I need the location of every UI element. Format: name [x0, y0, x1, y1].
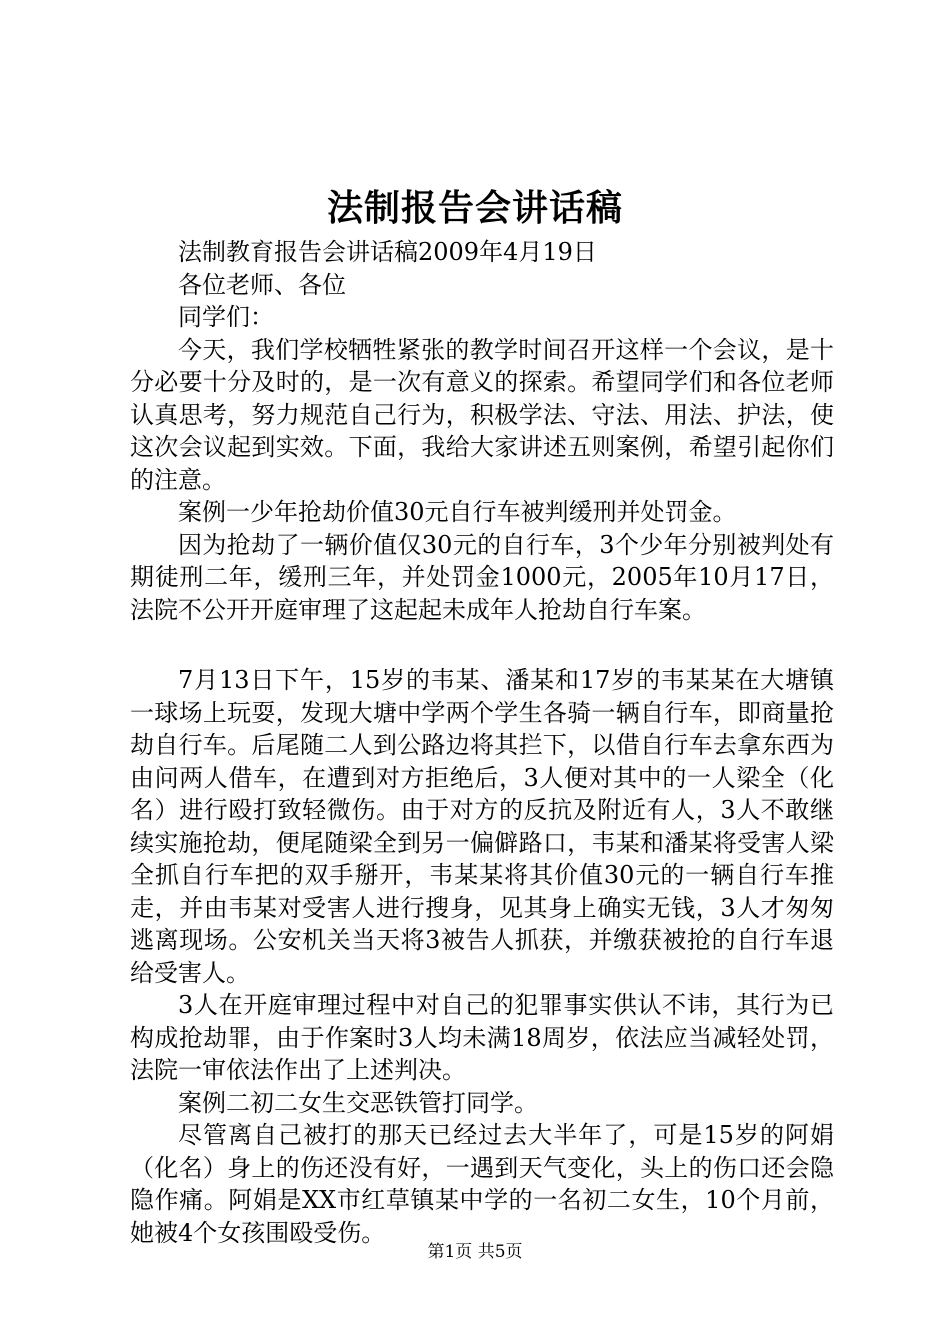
paragraph-case-two-detail: 尽管离自己被打的那天已经过去大半年了，可是15岁的阿娟（化名）身上的伤还没有好，一遇到天气变化，头上的伤口还会隐隐作痛。阿娟是XX市红草镇某中学的一名初二女生，10个月前，她被4个女孩围殴受伤。 — [130, 1121, 834, 1247]
paragraph-salutation-2: 同学们： — [178, 303, 274, 331]
paragraph-heading-line: 法制教育报告会讲话稿2009年4月19日 — [178, 238, 597, 266]
paragraph-salutation-1: 各位老师、各位 — [178, 270, 346, 299]
paragraph-case-one-title: 案例一少年抢劫价值30元自行车被判缓刑并处罚金。 — [178, 498, 737, 526]
paragraph-case-one-detail: 7月13日下午，15岁的韦某、潘某和17岁的韦某某在大塘镇一球场上玩耍，发现大塘中学两个学生各骑一辆自行车，即商量抢劫自行车。后尾随二人到公路边将其拦下，以借自行车去拿东西为由问两人借车，在遭到对方拒绝后，3人便对其中的一人梁全（化名）进行殴打致轻微伤。由于对方的反抗及附近有人，3人不敢继续实施抢劫，便尾随梁全到另一偏僻路口，韦某和潘某将受害人梁全抓自行车把的双手掰开，韦某某将其价值30元的一辆自行车推走，并由韦某对受害人进行搜身，见其身上确实无钱，3人才匆匆逃离现场。公安机关当天将3被告人抓获，并缴获被抢的自行车退给受害人。 — [130, 666, 834, 987]
page-footer: 第1页 共5页 — [427, 1242, 523, 1262]
document-title: 法制报告会讲话稿 — [326, 187, 623, 229]
paragraph-case-two-title: 案例二初二女生交恶铁管打同学。 — [178, 1088, 538, 1117]
document-body — [130, 236, 834, 1249]
paragraph-case-one-verdict: 3人在开庭审理过程中对自己的犯罪事实供认不讳，其行为已构成抢劫罪，由于作案时3人均未满18周岁，依法应当减轻处罚，法院一审依法作出了上述判决。 — [130, 991, 834, 1084]
paragraph-case-one-summary: 因为抢劫了一辆价值仅30元的自行车，3个少年分别被判处有期徒刑二年，缓刑三年，并处罚金1000元，2005年10月17日，法院不公开开庭审理了这起起未成年人抢劫自行车案。 — [130, 530, 834, 624]
paragraph-intro: 今天，我们学校牺牲紧张的教学时间召开这样一个会议，是十分必要十分及时的，是一次有意义的探索。希望同学们和各位老师认真思考，努力规范自己行为，积极学法、守法、用法、护法，使这次会议起到实效。下面，我给大家讲述五则案例，希望引起你们的注意。 — [130, 335, 834, 494]
paragraph-spacer — [130, 626, 834, 664]
